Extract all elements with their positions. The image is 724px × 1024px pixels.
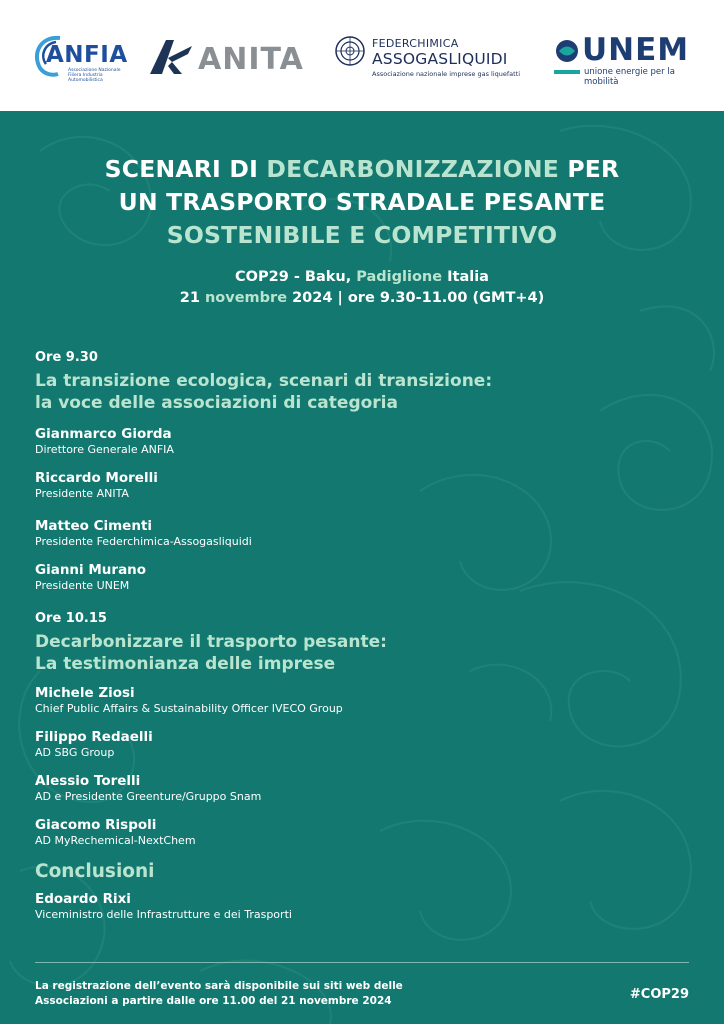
conclusions-speaker <box>35 891 292 922</box>
unem-wordmark: UNEM <box>582 32 690 68</box>
speaker-name: Filippo Redaelli <box>35 729 153 745</box>
speaker-role: Chief Public Affairs & Sustainability Officer IVECO Group <box>35 702 343 715</box>
footer-divider <box>35 962 689 963</box>
speaker-name: Gianni Murano <box>35 562 147 578</box>
assogasliquidi-subtitle: Associazione nazionale imprese gas liquefatti <box>372 70 521 78</box>
speaker-role: Direttore Generale ANFIA <box>35 443 174 456</box>
speaker-role: Viceministro delle Infrastrutture e dei Trasporti <box>35 908 292 921</box>
logo-header <box>0 0 724 111</box>
speaker-item <box>35 729 153 760</box>
session-2-title: Decarbonizzare il trasporto pesante: La testimonianza delle imprese <box>35 632 387 674</box>
speaker-role: Presidente Federchimica-Assogasliquidi <box>35 535 252 548</box>
speaker-name: Matteo Cimenti <box>35 518 153 534</box>
speaker-role: AD SBG Group <box>35 746 115 759</box>
speaker-item <box>35 562 146 593</box>
federchimica-logo <box>334 28 534 84</box>
speaker-name: Edoardo Rixi <box>35 891 131 907</box>
anfia-logo <box>30 28 130 84</box>
anita-wordmark: ANITA <box>198 42 304 77</box>
conclusions-title: Conclusioni <box>35 861 155 882</box>
anfia-subtitle: Associazione Nazionale Filiera Industria Automobilistica <box>68 68 121 83</box>
speaker-name: Giacomo Rispoli <box>35 817 157 833</box>
speaker-role: Presidente UNEM <box>35 579 130 592</box>
unem-globe-icon <box>554 38 580 64</box>
speaker-name: Gianmarco Giorda <box>35 426 172 442</box>
anita-logo <box>148 28 308 84</box>
speaker-item <box>35 518 252 549</box>
speaker-name: Alessio Torelli <box>35 773 141 789</box>
unem-subtitle: unione energie per la mobilità <box>584 67 675 87</box>
speaker-item <box>35 470 158 501</box>
speaker-item <box>35 817 196 848</box>
cop29-hashtag: #COP29 <box>629 987 689 1002</box>
speaker-item <box>35 426 174 457</box>
event-details <box>0 267 724 309</box>
speaker-name: Riccardo Morelli <box>35 470 158 486</box>
event-date: 21 novembre 2024 | ore 9.30-11.00 (GMT+4) <box>179 290 545 306</box>
speaker-role: Presidente ANITA <box>35 487 129 500</box>
unem-accent-bar <box>554 70 580 74</box>
recording-note: La registrazione dell’evento sarà disponibile sui siti web delle Associazioni a partire dalle ore 11.00 del 21 novembre 2024 <box>35 980 403 1007</box>
session-2-time: Ore 10.15 <box>35 611 107 626</box>
anfia-wordmark: ANFIA <box>46 42 128 68</box>
event-location: COP29 - Baku, Padiglione Italia <box>235 269 489 285</box>
title-line-1: SCENARI DI DECARBONIZZAZIONE PER <box>104 155 620 183</box>
federchimica-name: FEDERCHIMICA <box>372 37 459 50</box>
federchimica-emblem-icon <box>334 34 366 68</box>
event-program-panel <box>0 111 724 1024</box>
session-1-time: Ore 9.30 <box>35 350 98 365</box>
title-line-3: SOSTENIBILE E COMPETITIVO <box>166 221 558 249</box>
unem-logo <box>554 28 704 87</box>
speaker-role: AD e Presidente Greenture/Gruppo Snam <box>35 790 262 803</box>
assogasliquidi-name: ASSOGASLIQUIDI <box>372 50 508 68</box>
speaker-item <box>35 685 343 716</box>
speaker-name: Michele Ziosi <box>35 685 135 701</box>
session-1-title: La transizione ecologica, scenari di transizione: la voce delle associazioni di categoria <box>35 371 493 413</box>
speaker-role: AD MyRechemical-NextChem <box>35 834 196 847</box>
anita-a-icon <box>148 40 194 74</box>
speaker-item <box>35 773 261 804</box>
event-title <box>0 153 724 252</box>
title-line-2: UN TRASPORTO STRADALE PESANTE <box>118 188 606 216</box>
